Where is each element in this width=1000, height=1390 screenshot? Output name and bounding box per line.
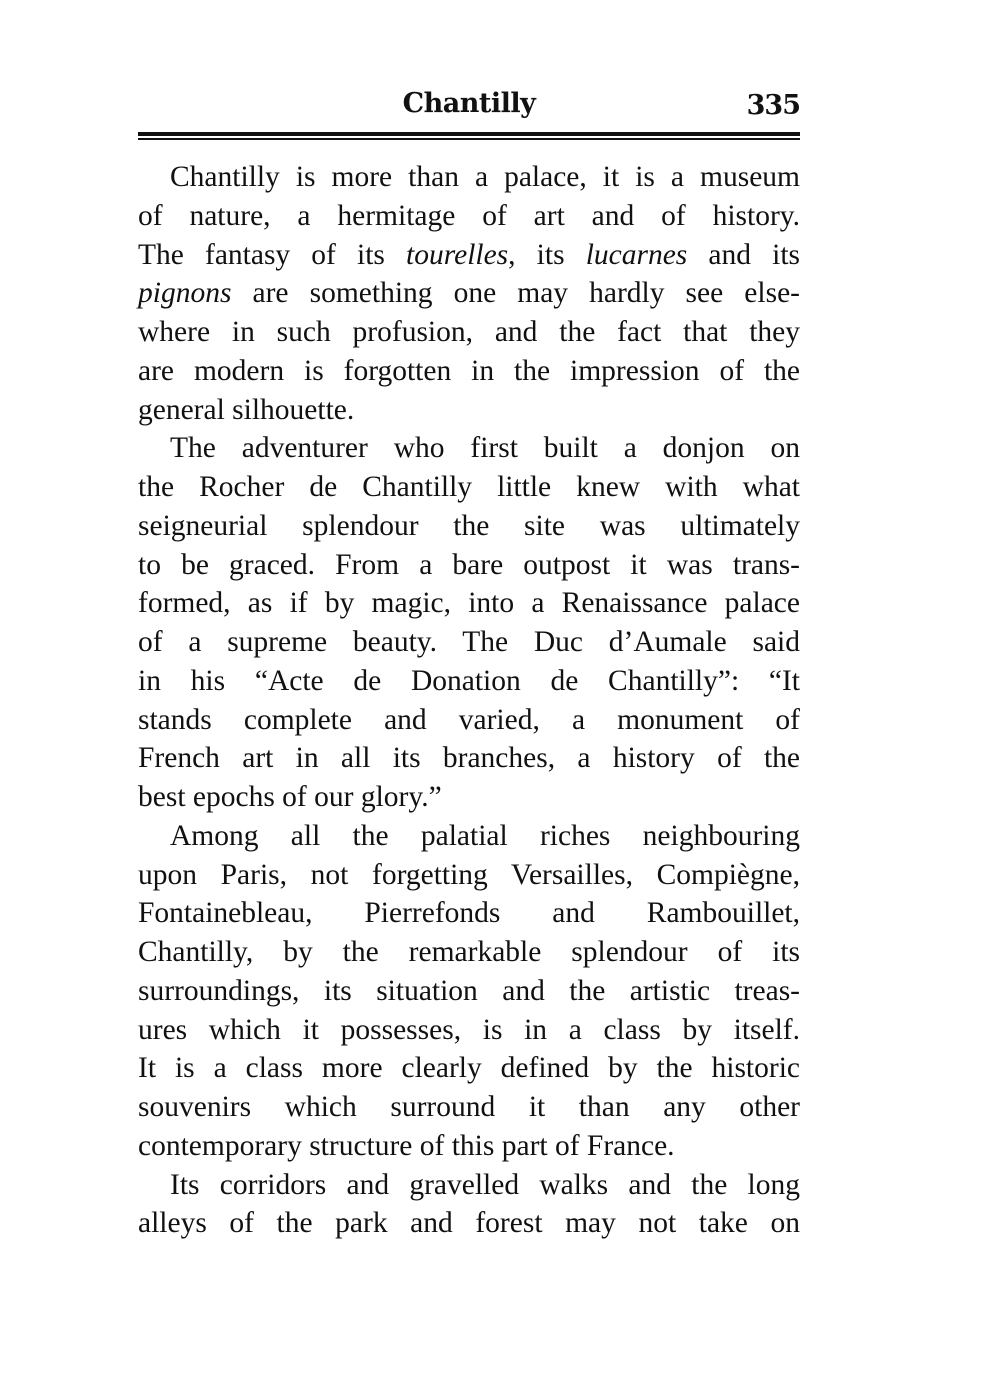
page-number: 335 xyxy=(746,90,800,121)
text-line: French art in all its branches, a history of the xyxy=(138,742,800,775)
text-line: the Rocher de Chantilly little knew with what xyxy=(138,471,800,503)
italic-term: pignons xyxy=(138,277,232,310)
text-line: It is a class more clearly defined by the historic xyxy=(138,1052,800,1085)
text-line: souvenirs which surround it than any other xyxy=(138,1091,800,1123)
text-line: of nature, a hermitage of art and of history. xyxy=(138,199,800,232)
text-line: Among all the palatial riches neighbouring xyxy=(170,819,800,852)
italic-term: tourelles xyxy=(406,238,509,271)
page-body xyxy=(138,158,800,1243)
text-segment: are something one may hardly see else- xyxy=(231,277,800,310)
text-line: are modern is forgotten in the impression of the xyxy=(138,354,800,387)
text-segment: , its xyxy=(508,238,586,271)
header-rule xyxy=(138,132,800,140)
text-line: Chantilly is more than a palace, it is a museum xyxy=(170,161,800,193)
paragraph xyxy=(138,158,800,429)
text-line: stands complete and varied, a monument of xyxy=(138,703,800,736)
text-line: alleys of the park and forest may not take on xyxy=(138,1207,800,1240)
paragraph xyxy=(138,1166,800,1244)
text-line: in his “Acte de Donation de Chantilly”: “It xyxy=(138,664,800,697)
text-line xyxy=(138,236,800,275)
text-line: upon Paris, not forgetting Versailles, Compiègne, xyxy=(138,858,800,891)
paragraph xyxy=(138,429,800,817)
text-segment: and its xyxy=(687,238,801,271)
text-line: Fontainebleau, Pierrefonds and Rambouillet, xyxy=(138,897,800,930)
text-line: Chantilly, by the remarkable splendour of its xyxy=(138,936,800,968)
text-line: of a supreme beauty. The Duc d’Aumale said xyxy=(138,626,800,658)
running-title: Chantilly xyxy=(402,88,536,119)
running-header xyxy=(138,86,800,126)
italic-term: lucarnes xyxy=(585,238,688,271)
text-line: Its corridors and gravelled walks and the long xyxy=(170,1168,800,1201)
text-line: general silhouette. xyxy=(138,393,355,426)
text-line: best epochs of our glory.” xyxy=(138,781,442,813)
text-line: ures which it possesses, is in a class by itself. xyxy=(138,1013,800,1046)
text-line: formed, as if by magic, into a Renaissance palace xyxy=(138,587,800,620)
text-line: where in such profusion, and the fact that they xyxy=(138,316,800,348)
text-line: The adventurer who first built a donjon on xyxy=(170,432,800,465)
paragraph xyxy=(138,817,800,1166)
text-line xyxy=(138,274,800,313)
text-line: contemporary structure of this part of France. xyxy=(138,1129,675,1162)
text-segment: The fantasy of its xyxy=(138,238,407,271)
text-line: seigneurial splendour the site was ultimately xyxy=(138,509,800,542)
text-line: surroundings, its situation and the artistic treas- xyxy=(138,974,800,1007)
text-line: to be graced. From a bare outpost it was trans- xyxy=(138,548,800,581)
